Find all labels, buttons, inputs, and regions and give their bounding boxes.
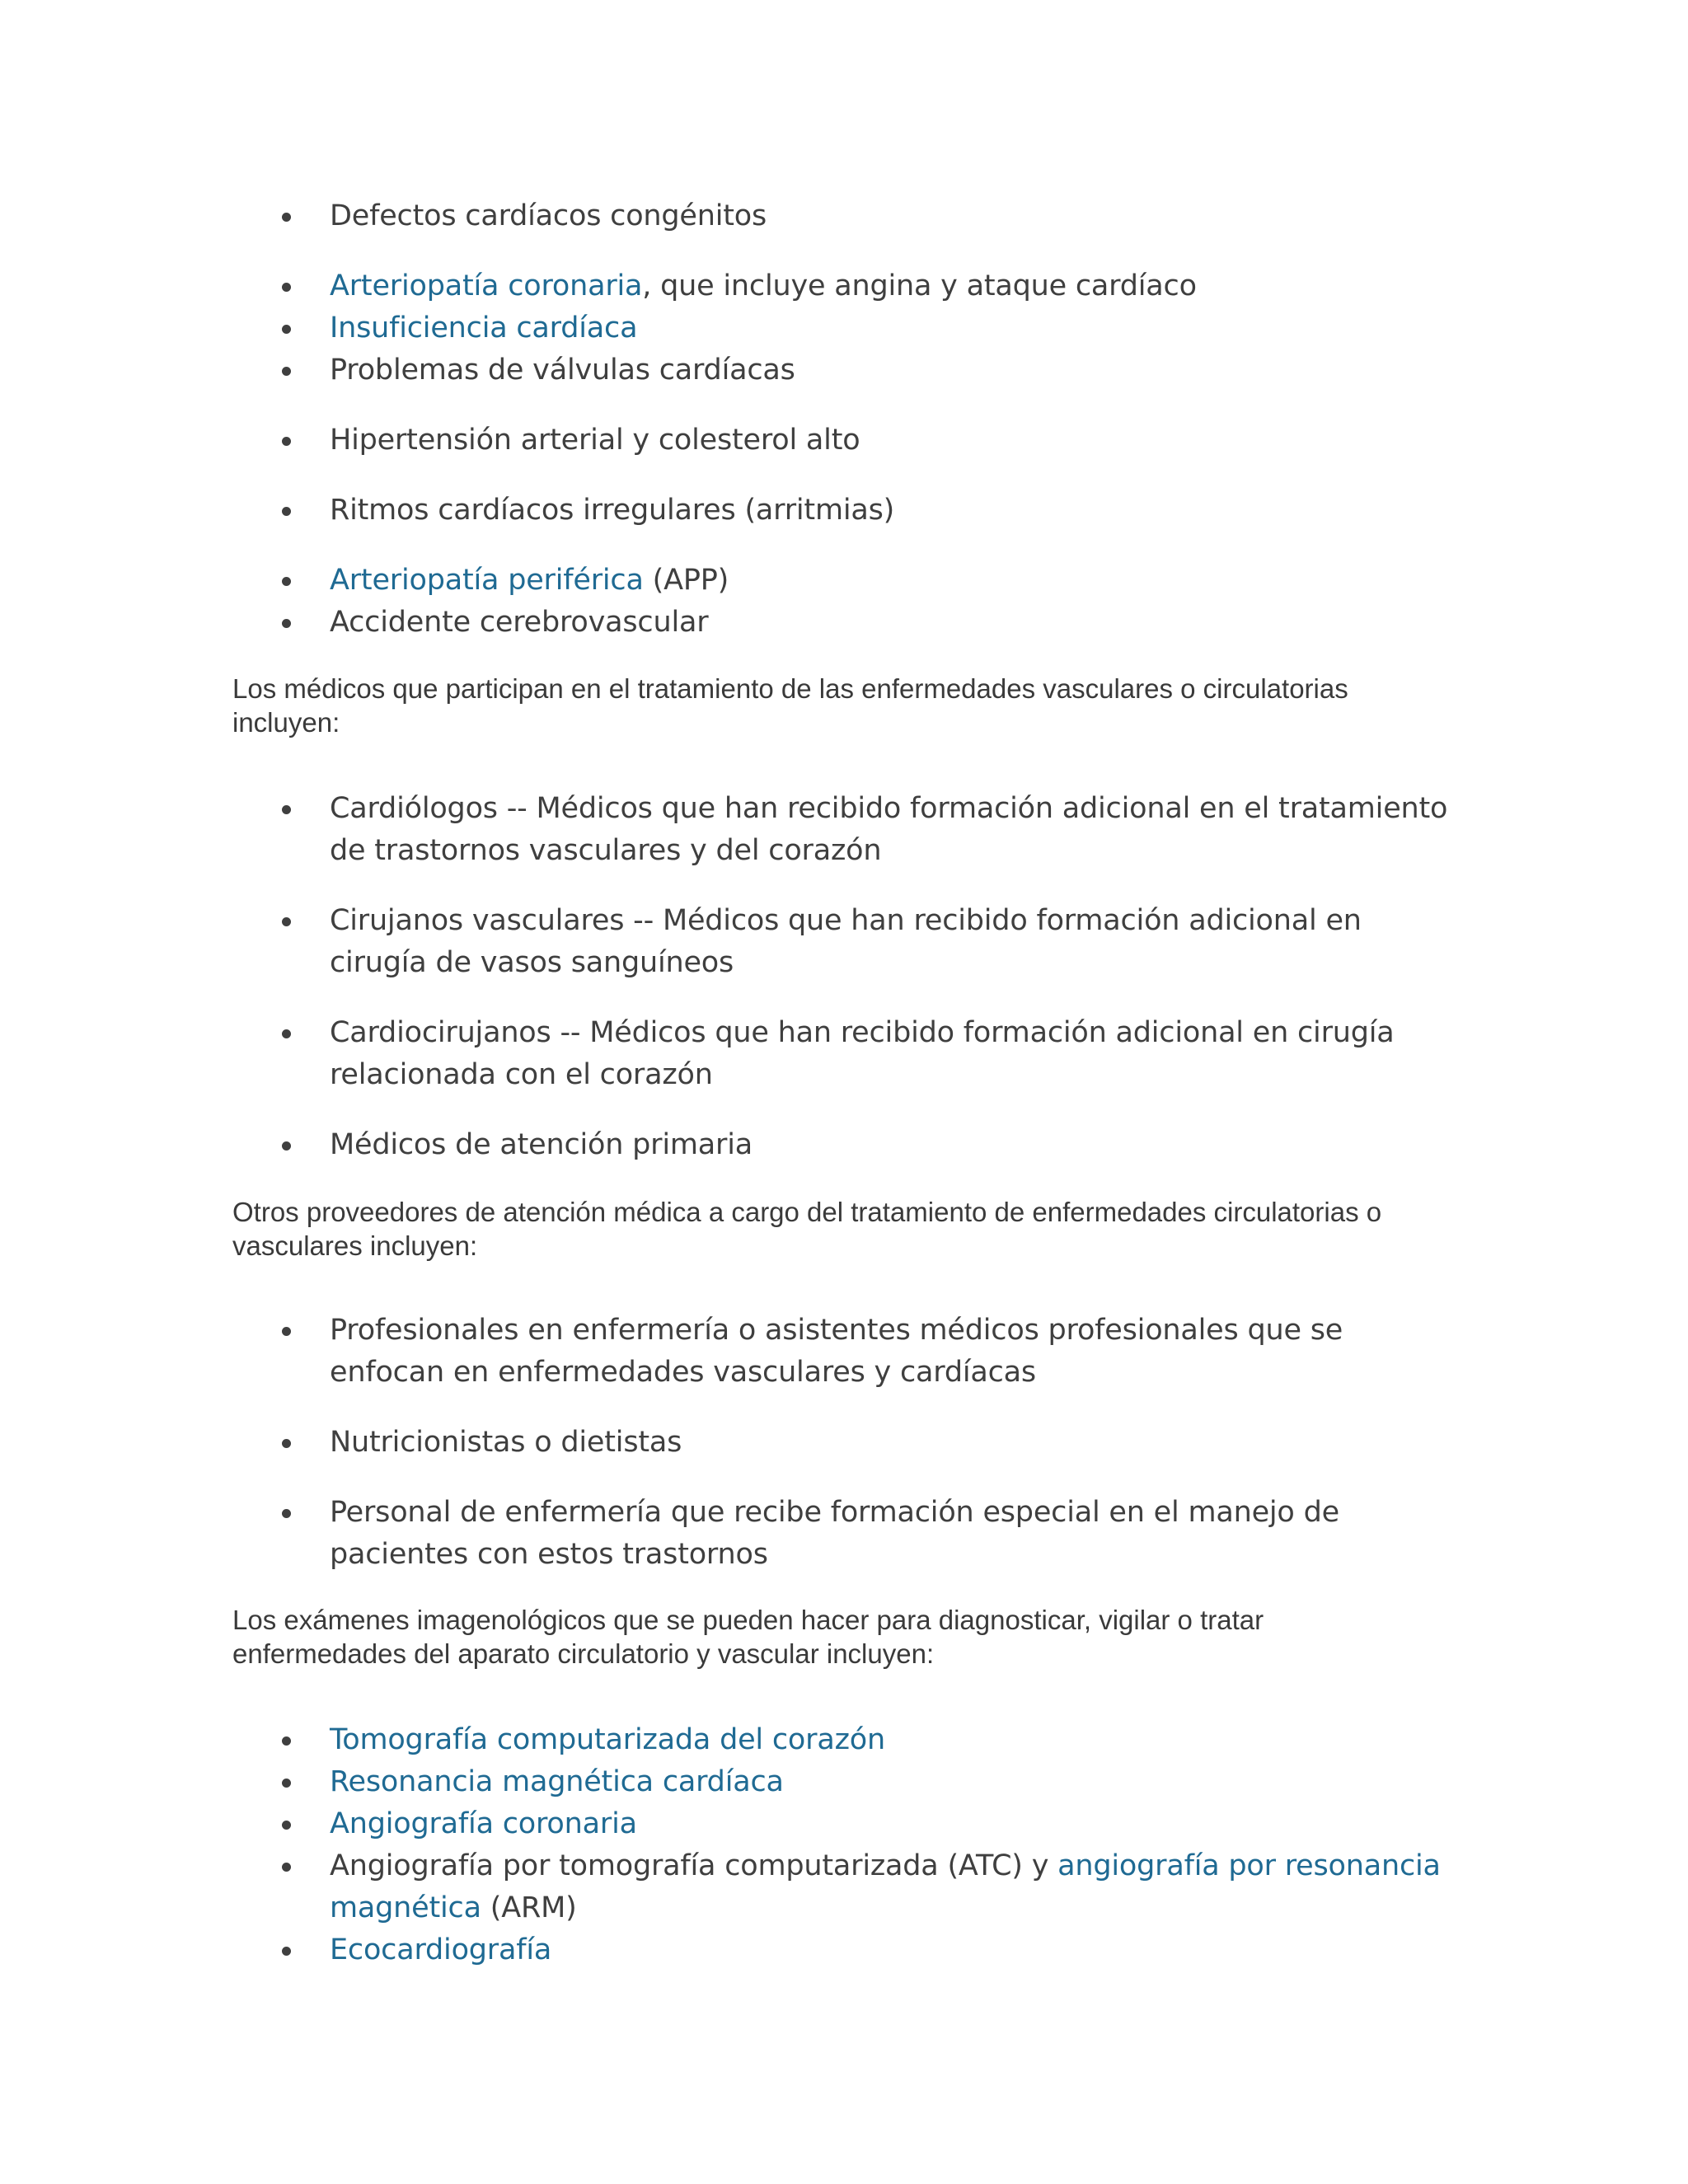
imaging-intro-paragraph: Los exámenes imagenológicos que se pueden hacer para diagnosticar, vigilar o tratar enfermedades del aparato circulatorio y vascular incluyen: (232, 1605, 1264, 1669)
list-item (0, 1929, 1451, 1971)
cardiac-ct-link[interactable]: Tomografía computarizada del corazón (330, 1723, 885, 1756)
conditions-list (0, 195, 1688, 644)
doctors-list (0, 788, 1688, 1166)
list-item-text: Cirujanos vasculares -- Médicos que han recibido formación adicional en cirugía de vasos sanguíneos (330, 904, 1362, 979)
list-item (0, 1012, 1451, 1096)
list-item-text: Profesionales en enfermería o asistentes médicos profesionales que se enfocan en enfermedades vasculares y cardíacas (330, 1314, 1343, 1389)
peripheral-artery-disease-link[interactable]: Arteriopatía periférica (330, 564, 644, 597)
list-item-text: Problemas de válvulas cardíacas (330, 354, 795, 387)
imaging-tests-list (0, 1719, 1688, 1971)
list-item (0, 419, 1451, 462)
providers-intro-paragraph: Otros proveedores de atención médica a cargo del tratamiento de enfermedades circulatorias o vasculares incluyen: (232, 1197, 1382, 1261)
doctors-intro-paragraph: Los médicos que participan en el tratamiento de las enfermedades vasculares o circulatorias incluyen: (232, 673, 1348, 738)
providers-list (0, 1310, 1688, 1576)
list-item-text: Cardiólogos -- Médicos que han recibido formación adicional en el tratamiento de trastornos vasculares y del corazón (330, 792, 1448, 867)
list-item-text: (ARM) (481, 1891, 577, 1924)
echocardiography-link[interactable]: Ecocardiografía (330, 1933, 552, 1966)
list-item-text: (APP) (643, 564, 729, 597)
list-item-text: Defectos cardíacos congénitos (330, 199, 767, 232)
list-item-text: Médicos de atención primaria (330, 1128, 753, 1161)
cardiac-mri-link[interactable]: Resonancia magnética cardíaca (330, 1765, 784, 1798)
list-item-text: Ritmos cardíacos irregulares (arritmias) (330, 494, 895, 527)
list-item (0, 1803, 1451, 1845)
list-item-text: , que incluye angina y ataque cardíaco (642, 269, 1197, 302)
list-item (0, 349, 1451, 391)
list-item (0, 265, 1451, 307)
list-item (0, 307, 1451, 349)
heart-failure-link[interactable]: Insuficiencia cardíaca (330, 312, 638, 344)
list-item-text: Accidente cerebrovascular (330, 606, 709, 639)
mr-angiography-link[interactable]: angiografía por resonancia magnética (330, 1849, 1441, 1924)
list-item-text: Nutricionistas o dietistas (330, 1426, 682, 1459)
list-item (0, 602, 1451, 644)
list-item-text: Personal de enfermería que recibe formación especial en el manejo de pacientes con estos trastornos (330, 1496, 1339, 1571)
list-item-text: Angiografía por tomografía computarizada (ATC) y (330, 1849, 1058, 1882)
list-item (0, 900, 1451, 984)
list-item (0, 560, 1451, 602)
list-item-text: Hipertensión arterial y colesterol alto (330, 424, 860, 457)
list-item (0, 1422, 1451, 1464)
list-item (0, 788, 1451, 872)
list-item (0, 1845, 1451, 1929)
list-item (0, 195, 1451, 237)
list-item (0, 490, 1451, 532)
list-item (0, 1492, 1451, 1576)
list-item-text: Cardiocirujanos -- Médicos que han recibido formación adicional en cirugía relacionada con el corazón (330, 1016, 1395, 1091)
list-item (0, 1124, 1451, 1166)
coronary-artery-disease-link[interactable]: Arteriopatía coronaria (330, 269, 643, 302)
list-item (0, 1719, 1451, 1761)
list-item (0, 1761, 1451, 1803)
list-item (0, 1310, 1451, 1394)
coronary-angiography-link[interactable]: Angiografía coronaria (330, 1807, 637, 1840)
